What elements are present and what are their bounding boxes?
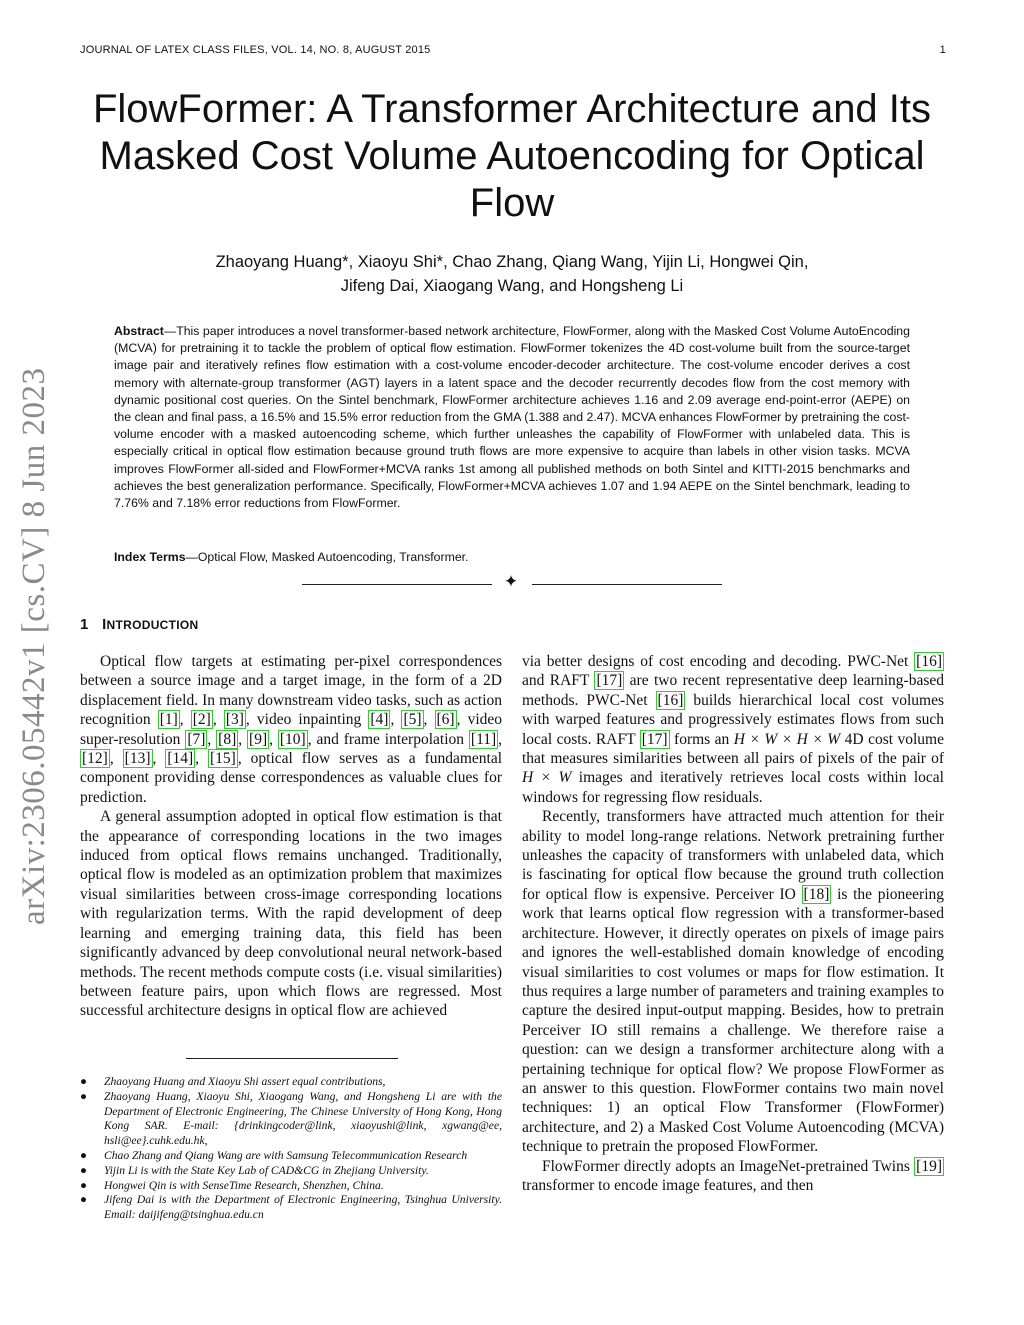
abstract-text: —This paper introduces a novel transformer-based network architecture, FlowFormer, along with the Masked Cost Volume AutoEncoding (MCVA) for pretraining it to tackle the problem of optical flow estimation. FlowFormer tokenizes the 4D cost-volume built from the source-target image pair and iteratively refines flow estimation with a cost-volume encoder-decoder architecture. The cost-volume encoder derives a cost memory with alternate-group transformer (AGT) layers in a latent space and the decoder recurrently decodes flow from the cost memory with dynamic positional cost queries. On the Sintel benchmark, FlowFormer architecture achieves 1.16 and 2.09 average end-point-error (AEPE) on the clean and final pass, a 16.5% and 15.5% error reduction from the GMA (1.388 and 2.47). MCVA enhances FlowFormer by pretraining the cost-volume encoder with a masked autoencoding scheme, which further unleashes the capability of FlowFormer with unlabeled data. This is especially critical in optical flow estimation because ground truth flows are more expensive to acquire than labels in other vision tasks. MCVA improves FlowFormer all-sided and FlowFormer+MCVA ranks 1st among all published methods on both Sintel and KITTI-2015 benchmarks and achieves the best generalization performance. Specifically, FlowFormer+MCVA achieves 1.07 and 1.94 AEPE on the Sintel benchmark, leading to 7.76% and 7.18% error reductions from FlowFormer. (114, 324, 910, 511)
citation-link[interactable]: [16] (916, 653, 942, 670)
author-line: Zhaoyang Huang*, Xiaoyu Shi*, Chao Zhang, Qiang Wang, Yijin Li, Hongwei Qin, (215, 253, 809, 271)
text-run: Optical flow targets at estimating per-pixel correspondences between a source image and a target image, in the form of a 2D displacement field. In many downstream video tasks, such as action recognition (80, 653, 502, 729)
index-terms-text: —Optical Flow, Masked Autoencoding, Transformer. (185, 550, 469, 564)
citation-link[interactable]: [2] (192, 711, 211, 729)
footnote-rule (186, 1058, 398, 1059)
bullet-icon: ● (80, 1178, 88, 1192)
text-run: , video super-resolution (80, 711, 503, 748)
text-run: , (390, 711, 402, 729)
citation-link[interactable]: [19] (916, 1157, 942, 1175)
author-list (120, 250, 904, 298)
footnote-item (80, 1179, 502, 1194)
bullet-icon: ● (80, 1193, 88, 1207)
journal-name: JOURNAL OF LATEX CLASS FILES, VOL. 14, NO. 8, AUGUST 2015 (80, 44, 431, 56)
text-run: , (207, 730, 217, 748)
citation-link[interactable]: [6] (436, 711, 455, 729)
footnote-item (80, 1193, 502, 1223)
text-run: , (195, 750, 209, 768)
footnote-item (80, 1164, 502, 1179)
text-run: transformer to encode image features, and then (522, 1176, 814, 1194)
footnote-item (80, 1149, 502, 1164)
text-run: , video inpainting (245, 711, 369, 729)
abstract (114, 323, 910, 512)
paragraph: A general assumption adopted in optical flow estimation is that the appearance of corresponding locations in the two images induced from optical flows remains unchanged. Traditionally, optical flow is modeled as an optimization problem that maximizes visual similarities between cross-image corresponding locations with regularization terms. With the rapid development of deep learning and emerging training data, this field has been significantly advanced by deep convolutional neural network-based methods. The recent methods compute costs (i.e. visual similarities) between feature pairs, upon which flows are regressed. Most successful architecture designs in optical flow are achieved (80, 808, 502, 1020)
text-run: 4D cost volume that measures similarities between all pairs of pixels of the pair of (522, 730, 944, 768)
text-run: forms an (669, 730, 734, 748)
text-run: , (423, 711, 435, 729)
text-run: , (179, 711, 191, 729)
page-number: 1 (939, 44, 946, 56)
index-terms-label: Index Terms (114, 550, 186, 564)
text-run: , (498, 730, 503, 748)
separator-diamond-icon: ✦ (503, 572, 519, 591)
right-column (522, 652, 944, 1195)
paragraph (80, 652, 502, 807)
text-run: and RAFT (522, 672, 595, 690)
arxiv-identifier-stamp: arXiv:2306.05442v1 [cs.CV] 8 Jun 2023 (16, 367, 52, 925)
abstract-label: Abstract (114, 324, 164, 338)
citation-link[interactable]: [13] (124, 750, 151, 768)
footnote-item (80, 1090, 502, 1149)
citation-link[interactable]: [15] (210, 750, 236, 768)
citation-link[interactable]: [10] (279, 730, 306, 748)
left-column (80, 652, 502, 1021)
footnote-list (80, 1075, 502, 1223)
text-run: , optical flow serves as a fundamental component providing dense correspondences as valuable clues for prediction. (80, 750, 503, 806)
citation-link[interactable]: [7] (187, 730, 206, 748)
bullet-icon: ● (80, 1089, 88, 1103)
author-line: Jifeng Dai, Xiaogang Wang, and Hongsheng Li (340, 277, 684, 295)
footnote-text: Zhaoyang Huang and Xiaoyu Shi assert equal contributions, (104, 1075, 386, 1088)
paragraph (522, 807, 944, 1156)
citation-link[interactable]: [17] (596, 672, 623, 690)
footnote-text: Zhaoyang Huang, Xiaoyu Shi, Xiaogang Wang, and Hongsheng Li are with the Department of Electronic Engineering, The Chinese University of Hong Kong, Hong Kong SAR. E-mail: {drinkingcoder@link, xiaoyushi@link, xgwang@ee, hsli@ee}.cuhk.edu.hk, (104, 1089, 502, 1148)
text-run: , (152, 750, 166, 768)
text-run: , (238, 730, 248, 748)
running-head (80, 44, 946, 56)
section-title-initial: I (102, 616, 107, 633)
citation-link[interactable]: [16] (657, 691, 684, 709)
citation-link[interactable]: [18] (803, 885, 830, 903)
text-run: via better designs of cost encoding and decoding. PWC-Net (522, 653, 915, 670)
footnote-text: Jifeng Dai is with the Department of Electronic Engineering, Tsinghua University. Email: daijifeng@tsinghua.edu.cn (104, 1193, 502, 1222)
citation-link[interactable]: [12] (82, 750, 108, 768)
text-run: , (212, 711, 224, 729)
bullet-icon: ● (80, 1148, 88, 1162)
index-terms (114, 550, 910, 564)
separator-rule-right (532, 584, 722, 585)
citation-link[interactable]: [8] (218, 730, 237, 748)
text-run: FlowFormer directly adopts an ImageNet-pretrained Twins (542, 1157, 915, 1175)
citation-link[interactable]: [4] (370, 711, 389, 729)
math-expression: H × W × H × W (733, 730, 841, 748)
footnote-text: Yijin Li is with the State Key Lab of CAD&CG in Zhejiang University. (104, 1163, 429, 1177)
text-run: Recently, transformers have attracted much attention for their ability to model long-range relations. Network pretraining further unleashes the capacity of transformers with unlabeled data, which is fascinating for optical flow because the ground truth collection for optical flow is expensive. Perceiver IO (522, 808, 944, 903)
text-run: is the pioneering work that learns optical flow regression with a transformer-based architecture. However, it directly operates on pixels of image pairs and ignores the well-established domain knowledge of encoding visual similarities to cost volumes or maps for flow estimation. It thus requires a large number of parameters and training examples to capture the desired input-output mapping. Besides, how to pretrain Perceiver IO still remains a challenge. We therefore raise a question: can we design a transformer architecture along with a pertaining technique for optical flow? We propose FlowFormer as an answer to this question. FlowFormer contains two main novel techniques: 1) an optical Flow Transformer (FlowFormer) architecture, and 2) a Masked Cost Volume Autoencoding (MCVA) technique to pretrain the proposed FlowFormer. (522, 885, 944, 1156)
text-run: builds hierarchical local cost volumes with warped features and progressively estimates flows from such local costs. RAFT (522, 691, 944, 748)
citation-link[interactable]: [3] (225, 711, 244, 729)
citation-link[interactable]: [11] (470, 730, 497, 748)
bullet-icon: ● (80, 1163, 88, 1177)
citation-link[interactable]: [17] (641, 730, 668, 748)
citation-link[interactable]: [1] (159, 711, 178, 729)
text-run: , (109, 750, 123, 768)
citation-link[interactable]: [5] (403, 711, 422, 729)
section-heading (80, 616, 199, 633)
separator-rule-left (302, 584, 492, 585)
paper-title: FlowFormer: A Transformer Architecture and Its Masked Cost Volume Autoencoding for Optical Flow (92, 87, 932, 225)
footnote-text: Hongwei Qin is with SenseTime Research, Shenzhen, China. (104, 1178, 384, 1192)
section-title-rest: NTRODUCTION (106, 618, 199, 632)
citation-link[interactable]: [14] (167, 750, 194, 768)
text-run: , and frame interpolation (307, 730, 469, 748)
math-expression: H × W (522, 769, 572, 787)
text-run: images and iteratively retrieves local costs within local windows for regressing flow residuals. (522, 769, 944, 806)
bullet-icon: ● (80, 1075, 88, 1088)
citation-link[interactable]: [9] (249, 730, 268, 748)
paragraph (522, 652, 944, 807)
section-number: 1 (80, 616, 89, 633)
paragraph (522, 1157, 944, 1196)
text-run: are two recent representative deep learning-based methods. PWC-Net (522, 672, 944, 709)
text-run: , (269, 730, 278, 748)
footnote-item (80, 1075, 502, 1090)
footnote-text: Chao Zhang and Qiang Wang are with Samsung Telecommunication Research (104, 1148, 468, 1162)
